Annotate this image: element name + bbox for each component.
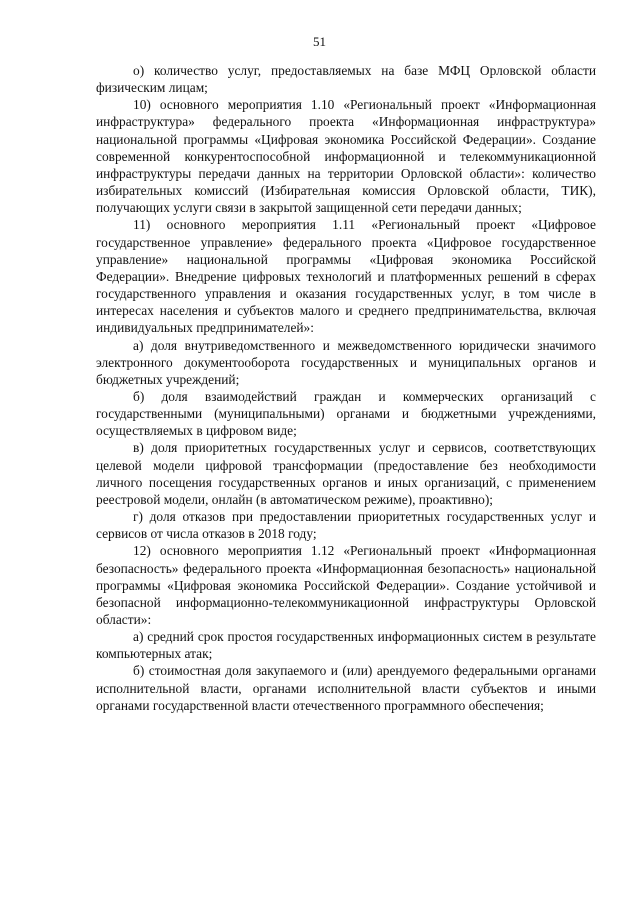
paragraph-activity-1-12: 12) основного мероприятия 1.12 «Региональный проект «Информационная безопасность» федерального проекта «Информационная безопасность» национальной программы «Цифровая экономика Российской Федерации». Создание устойчивой и безопасной информационно-телекоммуникационной инфраструктуры Орловской области»:	[96, 543, 596, 627]
page-number: 51	[313, 34, 326, 49]
paragraph-1-12-item-a: а) средний срок простоя государственных информационных систем в результате компьютерных атак;	[96, 629, 596, 662]
paragraph-activity-1-11: 11) основного мероприятия 1.11 «Региональный проект «Цифровое государственное управление» федерального проекта «Цифровое государственное управление» национальной программы «Цифровая экономика Российской Федерации». Внедрение цифровых технологий и платформенных решений в сферах государственного управления и оказания государственных услуг, в том числе в интересах населения и субъектов малого и среднего предпринимательства, включая индивидуальных предпринимателей»:	[96, 217, 596, 336]
paragraph-1-11-item-b: б) доля взаимодействий граждан и коммерческих организаций с государственными (муниципальными) органами и бюджетными учреждениями, осуществляемых в цифровом виде;	[96, 388, 596, 439]
document-body	[96, 62, 596, 714]
paragraph-item-o: о) количество услуг, предоставляемых на базе МФЦ Орловской области физическим лицам;	[96, 63, 596, 96]
paragraph-1-11-item-a: а) доля внутриведомственного и межведомственного юридически значимого электронного документооборота государственных и муниципальных органов и бюджетных учреждений;	[96, 337, 596, 387]
paragraph-1-11-item-g: г) доля отказов при предоставлении приоритетных государственных услуг и сервисов от числа отказов в 2018 году;	[96, 509, 596, 542]
paragraph-1-12-item-b: б) стоимостная доля закупаемого и (или) арендуемого федеральными органами исполнительной власти, органами исполнительной власти субъектов и иными органами государственной власти отечественного программного обеспечения;	[96, 663, 596, 713]
paragraph-1-11-item-v: в) доля приоритетных государственных услуг и сервисов, соответствующих целевой модели цифровой трансформации (предоставление без необходимости личного посещения государственных органов и иных организаций, с применением реестровой модели, онлайн (в автоматическом режиме), проактивно);	[96, 440, 596, 507]
paragraph-activity-1-10: 10) основного мероприятия 1.10 «Региональный проект «Информационная инфраструктура» федерального проекта «Информационная инфраструктура» национальной программы «Цифровая экономика Российской Федерации». Создание современной конкурентоспособной информационной и телекоммуникационной инфраструктуры передачи данных на территории Орловской области»: количество избирательных комиссий (Избирательная комиссия Орловской области, ТИК), получающих услуги связи в закрытой защищенной сети передачи данных;	[96, 97, 596, 216]
